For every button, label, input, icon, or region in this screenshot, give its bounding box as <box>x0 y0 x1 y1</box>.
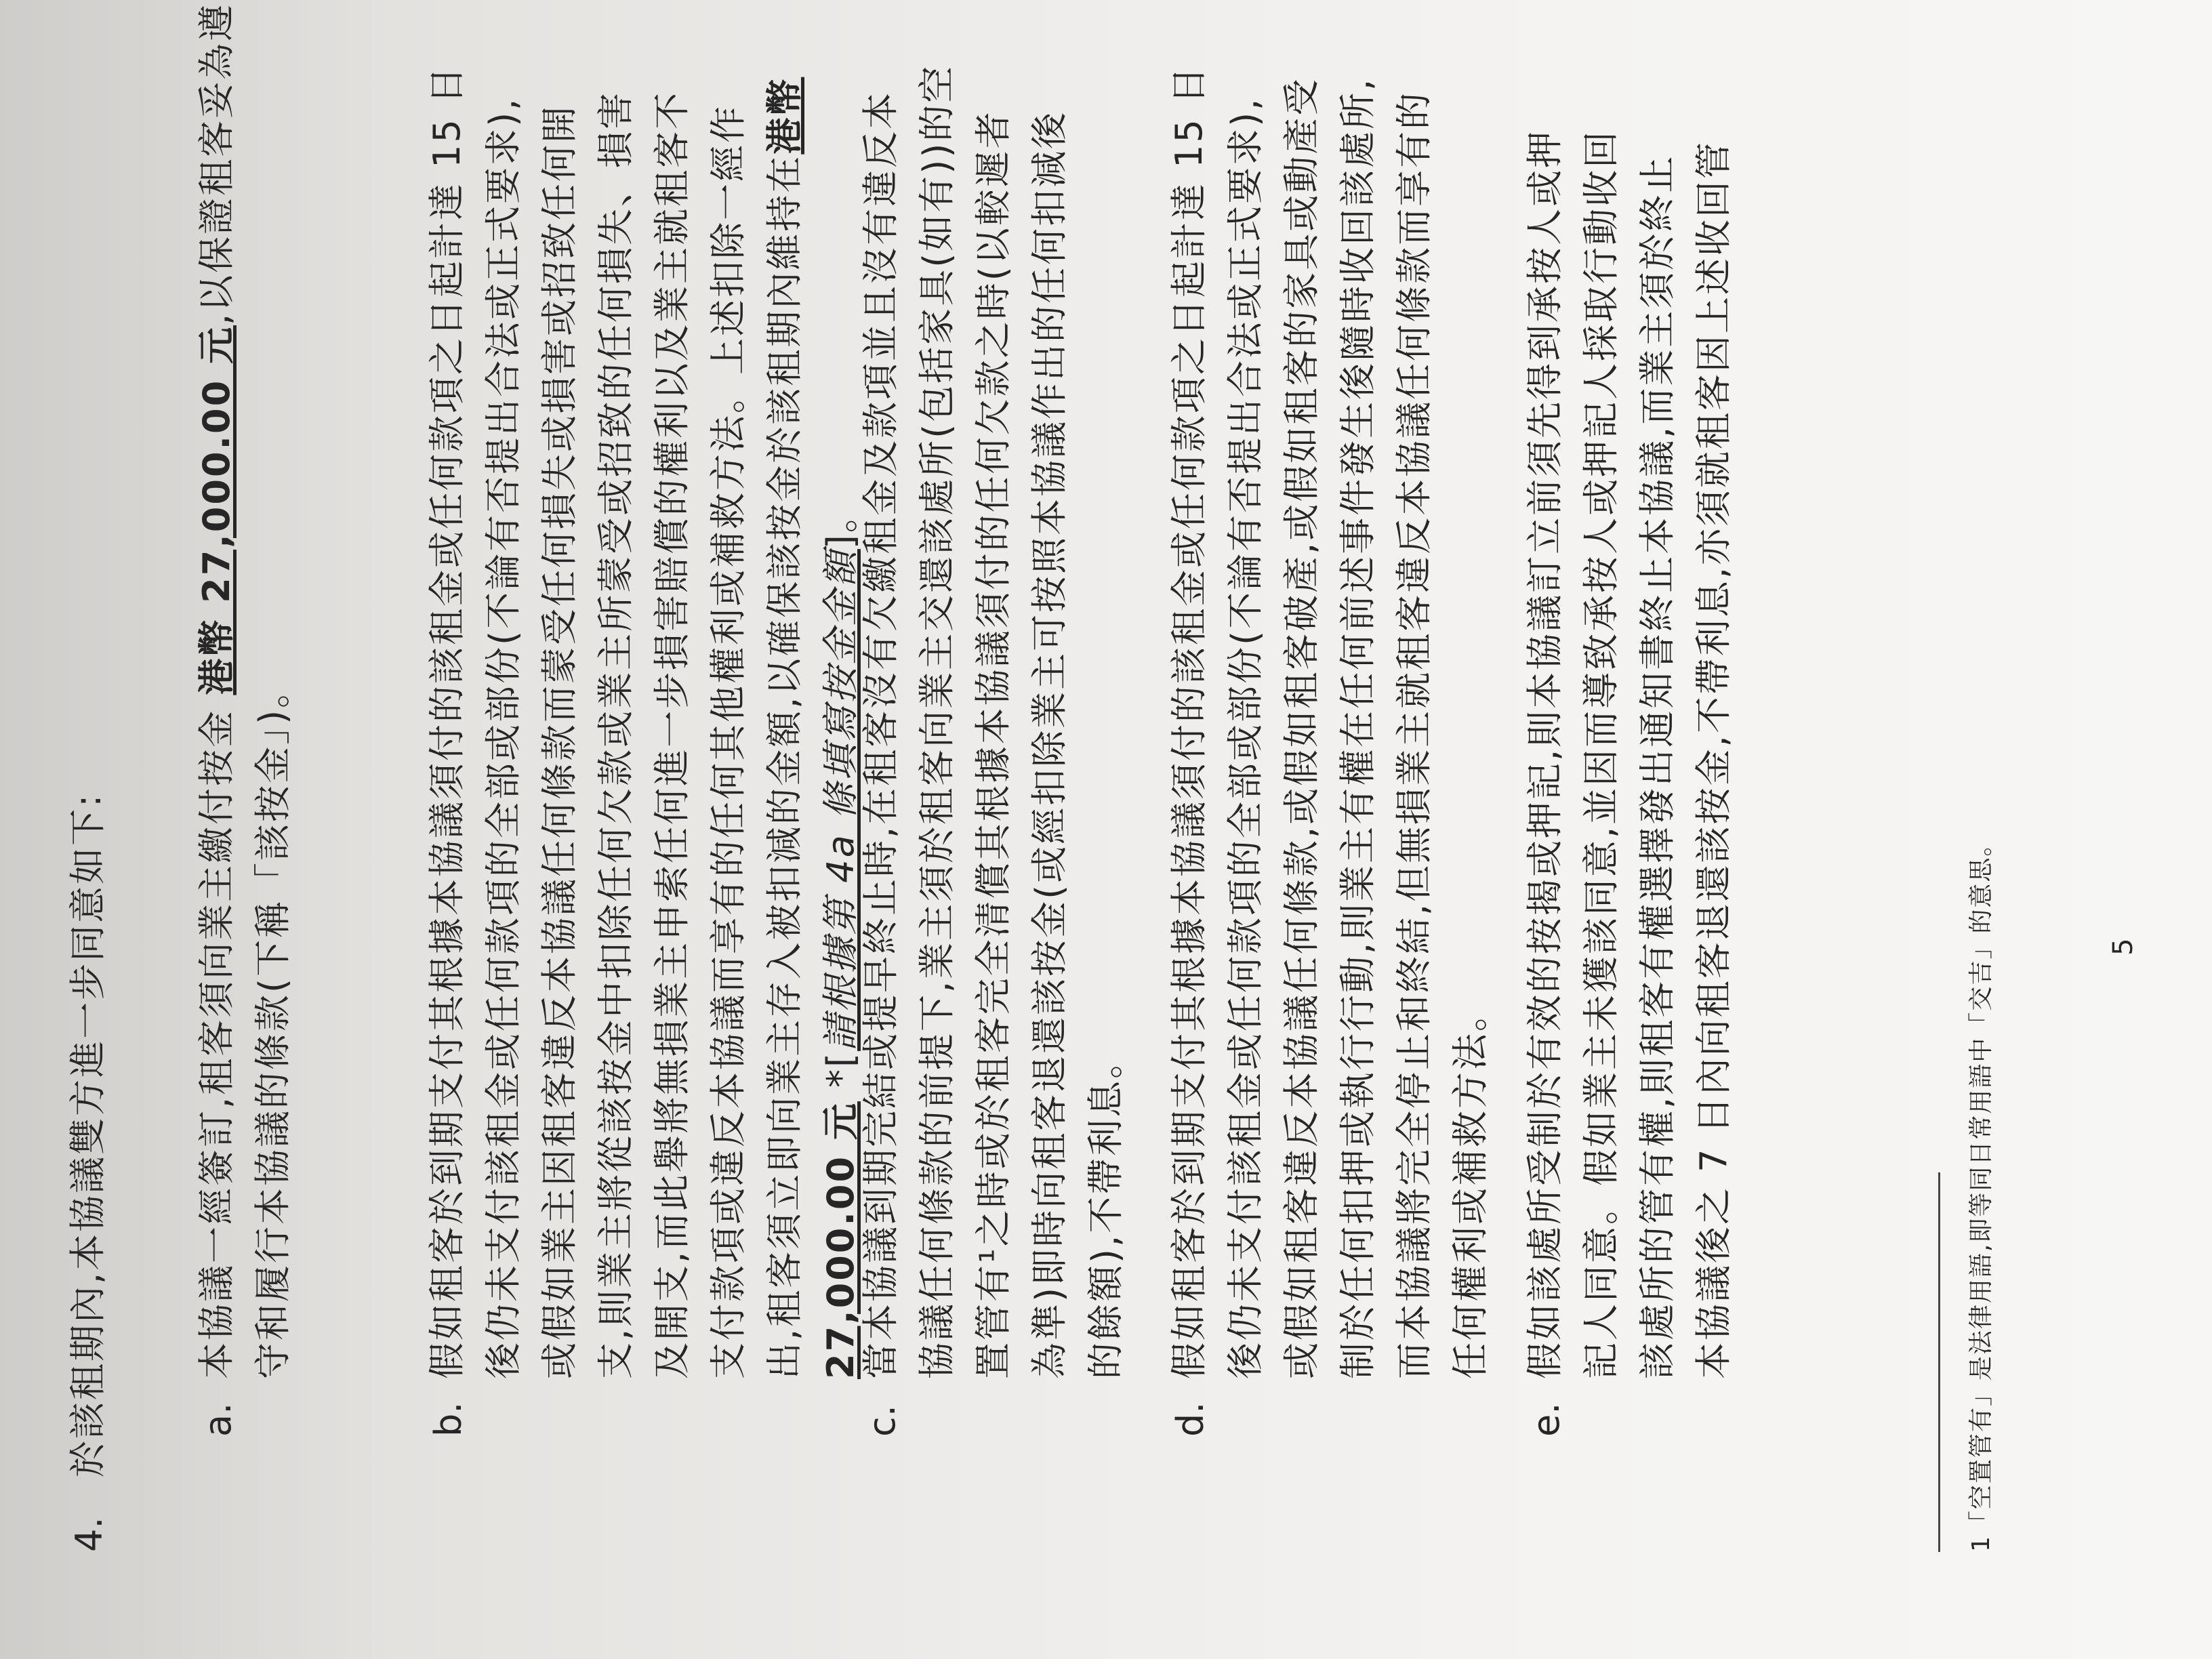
text-run: ]。 <box>819 494 862 550</box>
text-run: 本協議後之 7 日內向租客退還該按金,不帶利息,亦須就租客因上述收回管 <box>1692 140 1735 1379</box>
item-label: d. <box>1169 1401 1212 1437</box>
text-run: 守和履行本協議的條款(下稱「該按金」)。 <box>251 669 294 1379</box>
text-run: ,以保證租客妥為遵 <box>195 2 238 326</box>
footnote: 1「空置管有」是法律用語,即等同日常用語中「交吉」的意思。 <box>1967 830 1995 1552</box>
item-text-line <box>1694 140 1734 1379</box>
item-text-line <box>1338 77 1378 1379</box>
item-text-line <box>596 91 636 1379</box>
text-run: 後仍未支付該租金或任何款項的全部或部份(不論有否提出合法或正式要求), <box>482 96 525 1379</box>
item-label: b. <box>427 1401 470 1437</box>
item-text-line <box>821 494 861 1379</box>
item-text-line <box>1525 129 1565 1379</box>
item-text-line <box>1450 993 1491 1379</box>
item-text-line <box>427 65 468 1379</box>
text-run: 支付款項或違反本協議而享有的任何其他權利或補救方法。上述扣除一經作 <box>707 104 750 1379</box>
text-run: 記人同意。假如業主未獲該同意,並因而導致承按人或押記人採取行動收回 <box>1580 129 1622 1379</box>
item-text-line <box>483 97 524 1379</box>
item-label: c. <box>861 1405 903 1437</box>
page-body <box>66 2 2033 1552</box>
text-run: *[ <box>819 1050 862 1102</box>
item-text-line <box>973 110 1014 1379</box>
item-text-line <box>539 104 580 1379</box>
text-run: 港幣 27,000.00 元 <box>195 325 238 695</box>
text-run: 本協議一經簽訂,租客須向業主繳付按金 <box>195 695 238 1379</box>
item-text-line <box>917 64 958 1379</box>
text-run: 請根據第 4a 條填寫按金金額 <box>819 549 862 1051</box>
item-text-line <box>197 3 237 1379</box>
item-text-line <box>1029 110 1070 1379</box>
text-run: 27,000.00 元 <box>819 1101 862 1379</box>
item-label: a. <box>197 1402 239 1437</box>
text-run: 及開支,而此舉將無損業主申索任何進一步損害賠償的權利以及業主就租客不 <box>651 90 693 1379</box>
item-text-line <box>764 77 805 1379</box>
item-text-line <box>1225 97 1266 1379</box>
text-run: 或假如業主因租客違反本協議任何條款而蒙受任何損失或損害或招致任何開 <box>538 104 581 1379</box>
item-text-line <box>1282 77 1322 1379</box>
text-run: 港幣 <box>763 77 806 155</box>
text-run: 而本協議將完全停止和終結,但無損業主就租客違反本協議任何條款而享有的 <box>1393 90 1435 1379</box>
text-run: 當本協議到期完結或提早終止時,在租客沒有欠繳租金及款項並且沒有違反本 <box>859 90 902 1379</box>
clause-intro: 於該租期內,本協議雙方進一步同意如下: <box>66 792 109 1477</box>
text-run: 為準)即時向租客退還該按金(或經扣除業主可按照本協議作出的任何扣減後 <box>1028 110 1071 1379</box>
text-run: 任何權利或補救方法。 <box>1449 993 1492 1379</box>
item-text-line <box>1394 91 1435 1379</box>
item-text-line <box>1637 155 1678 1379</box>
text-run: 置管有¹之時或於租客完全清償其根據本協議須付的任何欠款之時(以較遲者 <box>972 110 1015 1379</box>
text-run: 制於任何扣押或執行行動,則業主有權在任何前述事件發生後隨時收回該處所, <box>1336 77 1379 1379</box>
item-text-line <box>861 91 901 1379</box>
text-run: 支,則業主將從該按金中扣除任何欠款或業主所蒙受或招致的任何損失、損害 <box>594 90 637 1379</box>
text-run: 後仍未支付該租金或任何款項的全部或部份(不論有否提出合法或正式要求), <box>1224 96 1267 1379</box>
text-run: 出,租客須立即向業主存入被扣減的金額,以確保該按金於該租期內維持在 <box>763 154 806 1379</box>
page-number: 5 <box>2108 938 2139 956</box>
item-text-line <box>1086 1040 1126 1379</box>
item-text-line <box>1581 129 1622 1379</box>
text-run: 的餘額),不帶利息。 <box>1084 1040 1127 1379</box>
item-text-line <box>708 104 749 1379</box>
footnote-rule <box>1938 1172 1940 1552</box>
item-label: e. <box>1525 1402 1568 1437</box>
text-run: 假如租客於到期支付其根據本協議須付的該租金或任何款項之日起計達 15 日 <box>426 64 468 1379</box>
text-run: 協議任何條款的前提下,業主須於租客向業主交還該處所(包括家具(如有))的空 <box>916 64 958 1379</box>
text-run: 假如該處所受制於有效的按揭或押記,則本協議訂立前須先得到承按人或押 <box>1523 129 1566 1379</box>
text-run: 該處所的管有權,則租客有權選擇發出通知書終止本協議,而業主須於終止 <box>1636 154 1679 1379</box>
clause-number: 4. <box>68 1517 110 1552</box>
document-page <box>66 2 2139 1552</box>
text-run: 假如租客於到期支付其根據本協議須付的該租金或任何款項之日起計達 15 日 <box>1168 64 1210 1379</box>
item-text-line <box>253 670 293 1379</box>
item-text-line <box>652 91 693 1379</box>
item-text-line <box>1169 65 1210 1379</box>
text-run: 或假如租客違反本協議任何條款,或假如租客破產,或假如租客的家具或動產受 <box>1280 77 1323 1379</box>
